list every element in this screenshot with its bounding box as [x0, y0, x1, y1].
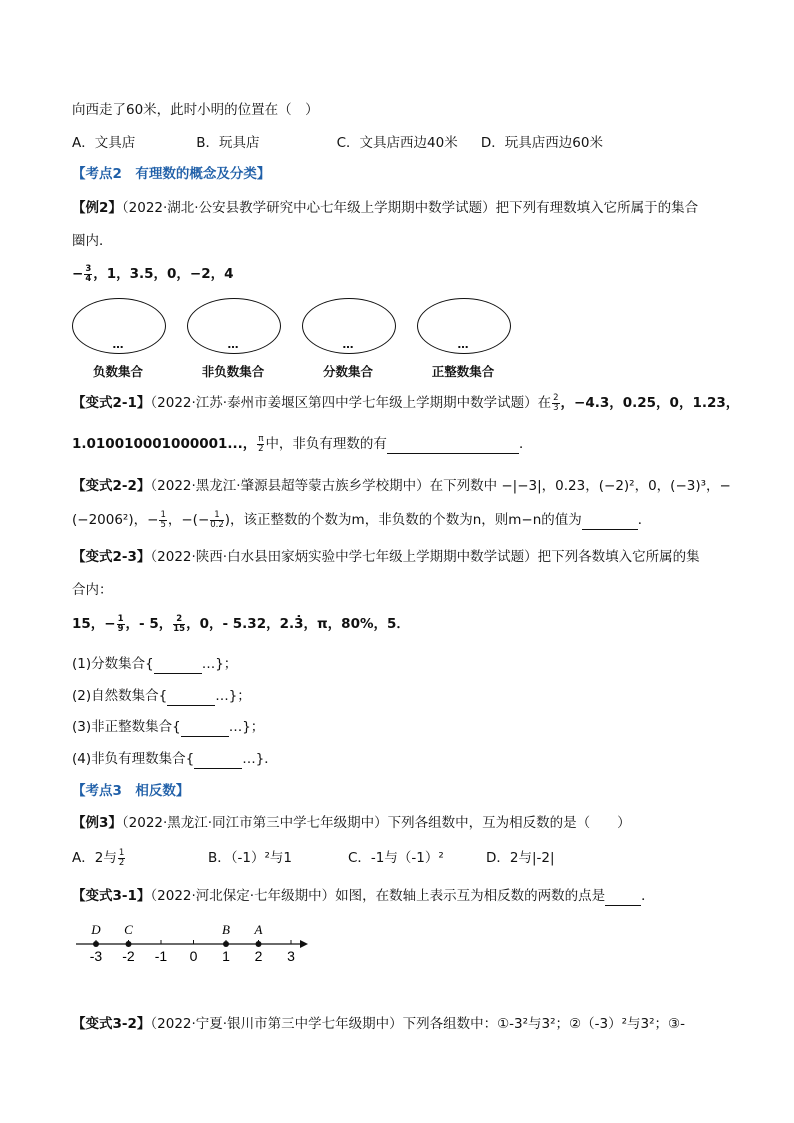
fraction: $\frac{1}{5}$ — [160, 509, 166, 530]
number-list: ，−4.3，0.25，0，1.23， — [560, 395, 740, 411]
set-dots: … — [112, 338, 124, 351]
expression: (−2006²)，− — [72, 512, 159, 528]
variant-2-3-numbers — [72, 614, 410, 634]
stem-text: 向西走了60米，此时小明的位置在（ ） — [72, 102, 319, 118]
fraction: $\frac{\pi}{2}$ — [258, 433, 264, 454]
tick-label: 3 — [287, 948, 295, 964]
answer-blank[interactable] — [167, 691, 215, 706]
item-label: (2)自然数集合{ — [72, 688, 168, 704]
neg-sign: − — [72, 266, 84, 282]
answer-blank[interactable] — [605, 891, 641, 906]
example-tag: 【例2】 — [72, 200, 122, 216]
variant-tag: 【变式3-1】 — [72, 888, 151, 904]
variant-2-3-line2: 合内： — [72, 582, 113, 598]
item-label: (4)非负有理数集合{ — [72, 751, 195, 767]
variant-3-2 — [72, 1014, 685, 1034]
variant-2-1 — [72, 393, 739, 413]
expression: ，−(− — [167, 512, 210, 528]
set-label-positive-integer: 正整数集合 — [431, 364, 495, 379]
set-dots: … — [457, 338, 469, 351]
option-a: A．2与 $\frac{1}{2}$ — [72, 847, 125, 868]
example-text: （2022·黑龙江·同江市第三中学七年级期中）下列各组数中，互为相反数的是（ ） — [121, 815, 631, 831]
item-end: …}； — [228, 719, 265, 735]
fraction: $\frac{1}{2}$ — [118, 847, 125, 868]
item-label: (3)非正整数集合{ — [72, 719, 181, 735]
item-end: …}； — [201, 656, 238, 672]
point-label: D — [91, 922, 101, 937]
axis-arrow-icon — [300, 940, 308, 948]
variant-tag: 【变式3-2】 — [72, 1016, 151, 1032]
set-label-fraction: 分数集合 — [322, 364, 373, 379]
variant-2-1-line2 — [72, 434, 532, 454]
set-item-3 — [72, 717, 264, 737]
example-2-line2: 圈内． — [72, 233, 113, 249]
tick-label: -2 — [122, 948, 135, 964]
example-tag: 【例3】 — [72, 815, 122, 831]
variant-2-3 — [72, 547, 700, 567]
answer-blank[interactable] — [582, 515, 638, 530]
set-item-4 — [72, 749, 278, 769]
variant-text: （2022·宁夏·银川市第三中学七年级期中）下列各组数中：①-3²与3²；②（-3）²与3²；③- — [150, 1016, 686, 1032]
option-c: C．-1与（-1）² — [348, 850, 444, 866]
tick-label: 2 — [254, 948, 263, 964]
number-line — [72, 914, 312, 968]
number-list: ，0，- 5.32，2.3̇，π，80%，5． — [186, 616, 410, 632]
option-c: C．文具店西边40米 — [336, 135, 458, 151]
example-3-options — [72, 848, 555, 868]
fraction: $\frac{3}{4}$ — [85, 263, 92, 284]
set-dots: … — [227, 338, 239, 351]
set-label-nonnegative: 非负数集合 — [201, 364, 265, 379]
example-text: （2022·湖北·公安县教学研究中心七年级上学期期中数学试题）把下列有理数填入它所属于的集合 — [121, 200, 699, 216]
set-label-negative: 负数集合 — [92, 364, 143, 379]
option-b: B．（-1）²与1 — [208, 850, 292, 866]
answer-blank[interactable] — [194, 754, 242, 769]
option-d: D．2与|-2| — [486, 850, 555, 866]
fraction: $\frac{2}{3}$ — [553, 392, 559, 413]
variant-text: （2022·陕西·白水县田家炳实验中学七年级上学期期中数学试题）把下列各数填入它所属的集 — [150, 549, 700, 565]
variant-text: （2022·江苏·泰州市姜堰区第四中学七年级上学期期中数学试题）在 — [150, 395, 552, 411]
variant-text: （2022·黑龙江·肇源县超等蒙古族乡学校期中）在下列数中 −|−3|，0.23，(−2)²，0，(−3)³，− — [150, 478, 731, 494]
variant-2-2-line2 — [72, 510, 651, 530]
number-list: 15，− — [72, 616, 116, 632]
point-D — [93, 941, 99, 947]
set-dots: … — [342, 338, 354, 351]
variant-tag: 【变式2-2】 — [72, 478, 151, 494]
tick-label: 0 — [189, 948, 198, 964]
option-b: B．玩具店 — [196, 135, 260, 151]
point-label: A — [254, 922, 263, 937]
point-A — [256, 941, 262, 947]
variant-text: （2022·河北保定·七年级期中）如图，在数轴上表示互为相反数的两数的点是 — [150, 888, 606, 904]
period: ． — [641, 888, 655, 904]
set-item-2 — [72, 686, 251, 706]
option-a: A．文具店 — [72, 135, 136, 151]
point-label: B — [222, 922, 230, 937]
number-list: ，1，3.5，0，−2，4 — [93, 266, 234, 282]
answer-blank[interactable] — [154, 659, 202, 674]
period: ． — [518, 436, 533, 452]
variant-tag: 【变式2-1】 — [72, 395, 151, 411]
item-label: (1)分数集合{ — [72, 656, 154, 672]
option-d: D．玩具店西边60米 — [480, 135, 603, 151]
item-end: …}． — [242, 751, 278, 767]
point-C — [126, 941, 132, 947]
variant-tag: 【变式2-3】 — [72, 549, 151, 565]
fraction: $\frac{1}{0.2}$ — [210, 509, 224, 530]
tick-label: -1 — [154, 948, 168, 964]
section-heading-2: 【考点2 有理数的概念及分类】 — [72, 166, 271, 182]
example-3 — [72, 813, 631, 833]
point-label: C — [124, 922, 133, 937]
number-list: ，- 5， — [125, 616, 173, 632]
set-item-1 — [72, 654, 237, 674]
fraction: $\frac{1}{9}$ — [117, 613, 124, 634]
variant-3-1 — [72, 886, 655, 906]
example-2 — [72, 198, 698, 218]
tick-label: 1 — [222, 948, 230, 964]
point-B — [223, 941, 229, 947]
item-end: …}； — [215, 688, 251, 704]
fraction: $\frac{2}{15}$ — [173, 613, 186, 634]
answer-blank[interactable] — [181, 722, 229, 737]
number-list: 1.010010001000001...， — [72, 436, 257, 452]
period: ． — [637, 512, 652, 528]
answer-blank[interactable] — [387, 439, 519, 454]
question-options — [72, 133, 603, 153]
tick-label: -3 — [89, 948, 103, 964]
variant-text: )，该正整数的个数为m，非负数的个数为n，则m−n的值为 — [224, 512, 582, 528]
variant-text: 中，非负有理数的有 — [265, 436, 387, 452]
question-stem-tail — [72, 100, 319, 120]
example-2-numbers — [72, 264, 234, 284]
variant-2-2 — [72, 476, 731, 496]
section-heading-3: 【考点3 相反数】 — [72, 783, 190, 799]
